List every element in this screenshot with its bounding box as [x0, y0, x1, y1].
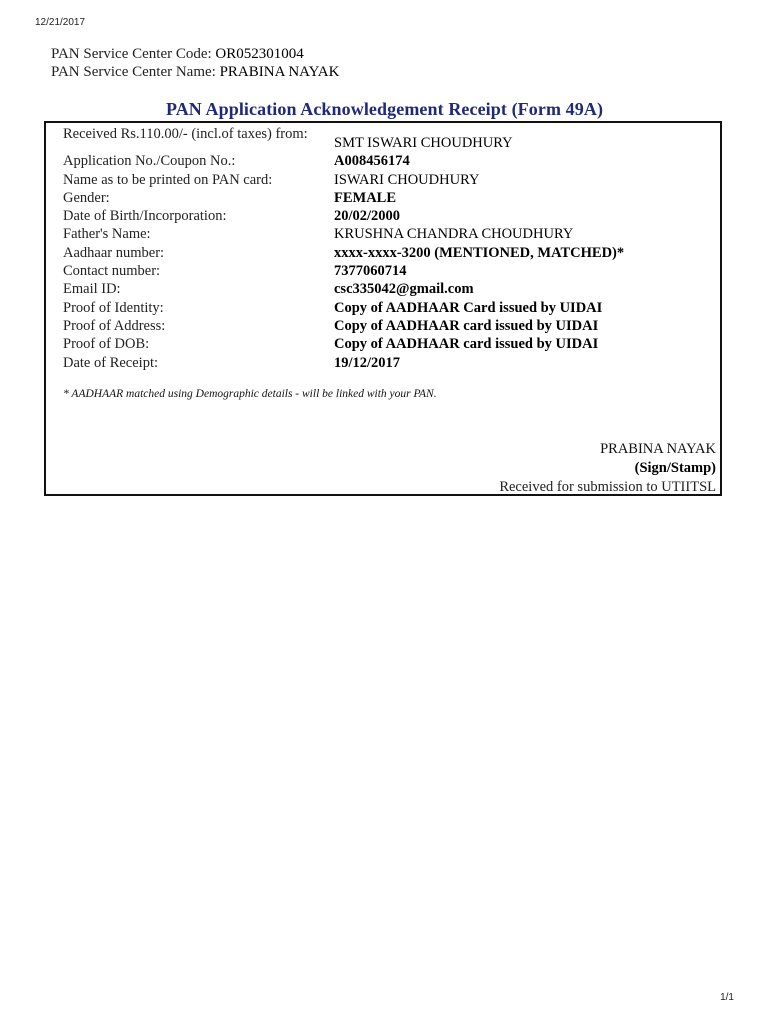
field-row-fathers-name	[63, 225, 718, 243]
field-label: Gender:	[63, 189, 110, 206]
signature-name: PRABINA NAYAK	[600, 441, 716, 457]
field-row-proof-of-dob	[63, 335, 718, 353]
field-row-date-of-birth	[63, 207, 718, 225]
field-row-received-from	[63, 125, 718, 152]
service-center-info	[51, 45, 339, 81]
field-value: A008456174	[334, 153, 410, 170]
field-value: Copy of AADHAAR Card issued by UIDAI	[334, 299, 603, 316]
field-value: xxxx-xxxx-3200 (MENTIONED, MATCHED)*	[334, 244, 625, 261]
field-label: Proof of DOB:	[63, 336, 150, 353]
field-value: csc335042@gmail.com	[334, 281, 474, 298]
field-row-date-of-receipt	[63, 354, 718, 372]
page-number: 1/1	[720, 992, 734, 1003]
field-label: Proof of Address:	[63, 317, 166, 334]
receipt-fields	[63, 125, 718, 372]
field-row-proof-of-identity	[63, 299, 718, 317]
signature-stamp: (Sign/Stamp)	[634, 460, 716, 476]
service-center-name-value: PRABINA NAYAK	[219, 64, 340, 80]
field-value: FEMALE	[334, 189, 397, 206]
field-value: Copy of AADHAAR card issued by UIDAI	[334, 336, 599, 353]
service-center-name-label: PAN Service Center Name:	[51, 64, 220, 80]
field-label: Date of Birth/Incorporation:	[63, 208, 227, 225]
signature-block	[499, 440, 716, 497]
field-value: Copy of AADHAAR card issued by UIDAI	[334, 317, 599, 334]
receipt-box	[44, 121, 722, 496]
field-row-name-on-card	[63, 171, 718, 189]
field-label: Proof of Identity:	[63, 299, 164, 316]
service-center-code	[51, 45, 339, 63]
field-value: SMT ISWARI CHOUDHURY	[334, 135, 513, 151]
field-value: KRUSHNA CHANDRA CHOUDHURY	[334, 226, 574, 243]
service-center-code-label: PAN Service Center Code:	[51, 46, 216, 62]
field-row-email-id	[63, 280, 718, 298]
field-row-contact-number	[63, 262, 718, 280]
aadhaar-footnote: * AADHAAR matched using Demographic details - will be linked with your PAN.	[63, 388, 437, 400]
field-row-gender	[63, 189, 718, 207]
field-value: 19/12/2017	[334, 354, 401, 371]
field-label: Aadhaar number:	[63, 244, 165, 261]
field-value: ISWARI CHOUDHURY	[334, 171, 480, 188]
field-value: 7377060714	[334, 263, 407, 280]
print-date: 12/21/2017	[35, 17, 86, 28]
signature-note: Received for submission to UTIITSL	[499, 479, 716, 495]
field-row-proof-of-address	[63, 317, 718, 335]
receipt-title: PAN Application Acknowledgement Receipt (Form 49A)	[165, 99, 604, 119]
field-label: Received Rs.110.00/- (incl.of taxes) from:	[63, 126, 308, 142]
field-label: Date of Receipt:	[63, 354, 159, 371]
field-row-aadhaar-number	[63, 244, 718, 262]
field-label: Application No./Coupon No.:	[63, 153, 236, 170]
service-center-name	[51, 63, 339, 81]
field-label: Father's Name:	[63, 226, 151, 243]
field-label: Name as to be printed on PAN card:	[63, 171, 273, 188]
field-label: Email ID:	[63, 281, 121, 298]
service-center-code-value: OR052301004	[215, 46, 304, 62]
field-row-application-no	[63, 152, 718, 170]
field-value: 20/02/2000	[334, 208, 401, 225]
field-label: Contact number:	[63, 263, 161, 280]
